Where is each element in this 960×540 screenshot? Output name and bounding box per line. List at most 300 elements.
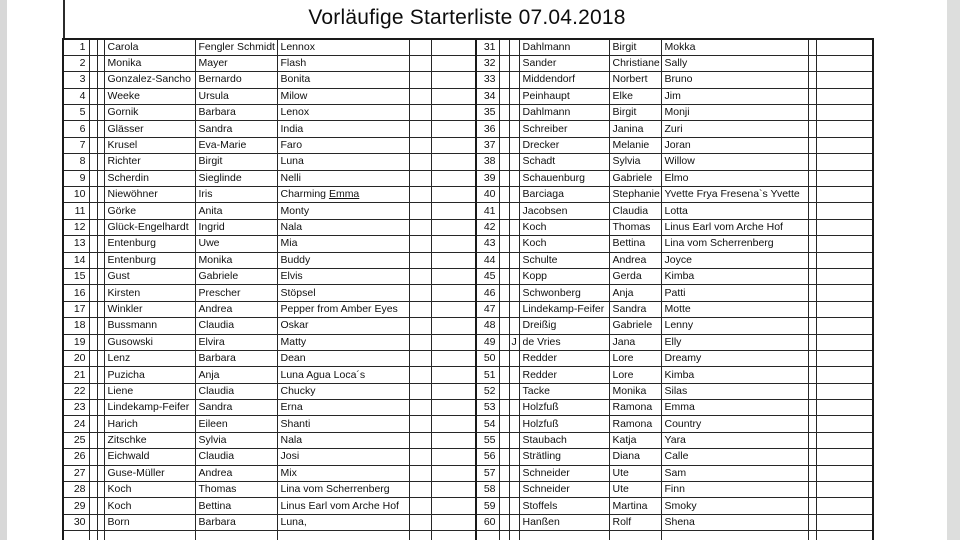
dog-name: Mia [277,236,409,252]
start-number: 37 [476,137,499,153]
first-name: Andrea [609,252,661,268]
last-name [519,531,609,540]
empty-cell [808,72,816,88]
flag-cell [97,334,104,350]
start-number: 11 [63,203,89,219]
empty-cell [808,187,816,203]
dog-name: Lenny [661,318,808,334]
empty-cell [808,236,816,252]
note-cell [499,55,509,71]
table-row [476,154,873,170]
last-name: Holzfuß [519,400,609,416]
note-cell [89,350,97,366]
empty-cell [816,465,873,481]
flag-cell [97,367,104,383]
empty-cell [816,72,873,88]
table-row [63,318,476,334]
start-number: 4 [63,88,89,104]
flag-cell [97,482,104,498]
empty-cell [409,350,431,366]
last-name: Gusowski [104,334,195,350]
table-row [476,449,873,465]
note-cell [89,318,97,334]
dog-name: Mokka [661,39,808,55]
empty-cell [409,252,431,268]
note-cell [499,465,509,481]
starter-list [62,38,874,540]
page-title: Vorläufige Starterliste 07.04.2018 [308,6,626,29]
first-name: Iris [195,187,277,203]
flag-cell [97,88,104,104]
note-cell [499,514,509,530]
table-row [476,55,873,71]
empty-cell [409,498,431,514]
first-name: Eva-Marie [195,137,277,153]
dog-name: Finn [661,482,808,498]
first-name: Norbert [609,72,661,88]
last-name: Carola [104,39,195,55]
start-number: 28 [63,482,89,498]
table-row [476,367,873,383]
table-row [476,432,873,448]
note-cell [89,449,97,465]
start-number: 47 [476,301,499,317]
dog-name: Lennox [277,39,409,55]
last-name: Scherdin [104,170,195,186]
last-name: Koch [104,498,195,514]
start-number: 50 [476,350,499,366]
first-name: Jana [609,334,661,350]
last-name: Lenz [104,350,195,366]
last-name: Stoffels [519,498,609,514]
empty-cell [409,318,431,334]
last-name: de Vries [519,334,609,350]
last-name: Glässer [104,121,195,137]
start-number: 15 [63,268,89,284]
dog-name: Flash [277,55,409,71]
dog-name: Joran [661,137,808,153]
note-cell [89,514,97,530]
table-row [63,187,476,203]
last-name: Schneider [519,465,609,481]
last-name: Dahlmann [519,105,609,121]
flag-cell [509,301,519,317]
empty-cell [816,121,873,137]
table-row [476,236,873,252]
flag-cell [97,39,104,55]
empty-cell [409,187,431,203]
first-name: Claudia [195,383,277,399]
first-name: Ute [609,482,661,498]
dog-name: Sam [661,465,808,481]
starter-table-right [475,38,874,540]
flag-cell [97,154,104,170]
table-row [476,416,873,432]
empty-cell [409,219,431,235]
start-number: 55 [476,432,499,448]
start-number: 21 [63,367,89,383]
empty-cell [816,432,873,448]
empty-cell [431,383,476,399]
note-cell [499,187,509,203]
empty-cell [808,350,816,366]
dog-name [277,531,409,540]
empty-cell [431,268,476,284]
dog-name: Smoky [661,498,808,514]
table-row [63,432,476,448]
note-cell [89,170,97,186]
flag-cell [509,252,519,268]
last-name: Gonzalez-Sancho [104,72,195,88]
empty-cell [808,482,816,498]
first-name: Bettina [195,498,277,514]
empty-cell [816,252,873,268]
flag-cell [509,268,519,284]
empty-cell [409,154,431,170]
empty-cell [816,416,873,432]
first-name: Mayer [195,55,277,71]
empty-cell [431,72,476,88]
note-cell [89,252,97,268]
empty-cell [431,154,476,170]
flag-cell [509,318,519,334]
table-row [476,105,873,121]
starter-table-left [62,38,477,540]
dog-name: Shanti [277,416,409,432]
first-name: Ingrid [195,219,277,235]
empty-cell [808,383,816,399]
dog-name: Silas [661,383,808,399]
first-name: Martina [609,498,661,514]
page-edge-left [0,0,7,540]
start-number: 30 [63,514,89,530]
table-row [63,449,476,465]
note-cell [499,285,509,301]
empty-cell [409,482,431,498]
dog-name: Yara [661,432,808,448]
last-name: Gust [104,268,195,284]
empty-cell [431,39,476,55]
first-name: Thomas [609,219,661,235]
page-edge-right [947,0,960,540]
flag-cell [97,170,104,186]
flag-cell [97,498,104,514]
flag-cell [509,219,519,235]
table-row [63,170,476,186]
last-name: Schneider [519,482,609,498]
flag-cell [509,285,519,301]
first-name: Monika [195,252,277,268]
start-number: 3 [63,72,89,88]
start-number: 20 [63,350,89,366]
empty-cell [431,252,476,268]
empty-cell [816,350,873,366]
table-row [63,301,476,317]
empty-cell [409,203,431,219]
start-number: 24 [63,416,89,432]
first-name: Gabriele [609,170,661,186]
table-row [63,465,476,481]
first-name: Andrea [195,301,277,317]
first-name: Bettina [609,236,661,252]
empty-cell [431,105,476,121]
last-name: Richter [104,154,195,170]
dog-name: Kimba [661,268,808,284]
last-name: Barciaga [519,187,609,203]
dog-name: Monji [661,105,808,121]
flag-cell [509,449,519,465]
empty-cell [816,285,873,301]
flag-cell [509,105,519,121]
first-name: Gabriele [195,268,277,284]
empty-cell [431,350,476,366]
dog-name [661,531,808,540]
flag-cell [97,121,104,137]
table-row [63,236,476,252]
note-cell [89,531,97,540]
empty-cell [816,105,873,121]
flag-cell: J [509,334,519,350]
last-name: Redder [519,350,609,366]
empty-cell [808,318,816,334]
empty-cell [808,334,816,350]
empty-cell [431,55,476,71]
first-name: Ute [609,465,661,481]
note-cell [89,268,97,284]
empty-cell [816,236,873,252]
empty-cell [816,531,873,540]
flag-cell [509,55,519,71]
dog-name: Lenox [277,105,409,121]
empty-cell [808,465,816,481]
empty-cell [808,301,816,317]
dog-name: Country [661,416,808,432]
flag-cell [509,531,519,540]
empty-cell [816,203,873,219]
note-cell [89,203,97,219]
empty-cell [431,318,476,334]
note-cell [499,383,509,399]
dog-name: Motte [661,301,808,317]
dog-name: Zuri [661,121,808,137]
first-name: Christiane [609,55,661,71]
start-number: 26 [63,449,89,465]
last-name: Sander [519,55,609,71]
flag-cell [97,72,104,88]
first-name: Sylvia [609,154,661,170]
dog-name: Dean [277,350,409,366]
empty-cell [409,121,431,137]
empty-cell [808,137,816,153]
last-name: Schwonberg [519,285,609,301]
table-row [63,383,476,399]
flag-cell [509,350,519,366]
dog-name: India [277,121,409,137]
flag-cell [97,350,104,366]
table-row [476,252,873,268]
empty-cell [808,170,816,186]
flag-cell [97,318,104,334]
flag-cell [509,39,519,55]
note-cell [499,154,509,170]
first-name: Diana [609,449,661,465]
first-name: Anja [609,285,661,301]
empty-cell [808,88,816,104]
dog-name: Bonita [277,72,409,88]
dog-name: Nala [277,432,409,448]
last-name [104,531,195,540]
last-name: Liene [104,383,195,399]
start-number: 10 [63,187,89,203]
table-row [476,301,873,317]
empty-cell [431,285,476,301]
start-number: 32 [476,55,499,71]
note-cell [499,301,509,317]
flag-cell [509,432,519,448]
note-cell [89,465,97,481]
table-row [476,170,873,186]
first-name: Eileen [195,416,277,432]
empty-cell [808,105,816,121]
first-name [195,531,277,540]
start-number: 46 [476,285,499,301]
empty-cell [816,170,873,186]
last-name: Koch [104,482,195,498]
last-name: Born [104,514,195,530]
dog-name: Yvette Frya Fresena`s Yvette [661,187,808,203]
empty-cell [431,88,476,104]
first-name: Ramona [609,416,661,432]
empty-cell [816,367,873,383]
first-name: Barbara [195,350,277,366]
table-row [63,252,476,268]
dog-name: Chucky [277,383,409,399]
dog-name: Matty [277,334,409,350]
last-name: Koch [519,236,609,252]
last-name: Strätling [519,449,609,465]
note-cell [89,219,97,235]
empty-cell [409,531,431,540]
note-cell [499,105,509,121]
table-row [63,137,476,153]
table-row [63,334,476,350]
flag-cell [97,285,104,301]
note-cell [89,39,97,55]
table-row [476,72,873,88]
first-name: Sylvia [195,432,277,448]
start-number: 51 [476,367,499,383]
start-number: 29 [63,498,89,514]
note-cell [499,203,509,219]
flag-cell [509,383,519,399]
note-cell [499,268,509,284]
first-name: Uwe [195,236,277,252]
empty-cell [409,88,431,104]
dog-name: Buddy [277,252,409,268]
empty-cell [816,449,873,465]
dog-name: Pepper from Amber Eyes [277,301,409,317]
first-name: Sieglinde [195,170,277,186]
last-name: Koch [519,219,609,235]
start-number: 52 [476,383,499,399]
empty-cell [431,334,476,350]
start-number: 59 [476,498,499,514]
first-name: Elke [609,88,661,104]
dog-name: Monty [277,203,409,219]
empty-cell [409,449,431,465]
dog-name: Nelli [277,170,409,186]
first-name: Gerda [609,268,661,284]
dog-name: Luna, [277,514,409,530]
empty-cell [816,482,873,498]
dog-name: Mix [277,465,409,481]
empty-cell [808,268,816,284]
dog-name: Sally [661,55,808,71]
start-number: 9 [63,170,89,186]
dog-name: Willow [661,154,808,170]
table-row [63,268,476,284]
empty-cell [816,318,873,334]
empty-cell [431,219,476,235]
flag-cell [97,268,104,284]
empty-cell [409,465,431,481]
dog-name: Charming Emma [277,187,409,203]
note-cell [499,219,509,235]
empty-cell [409,301,431,317]
empty-cell [431,482,476,498]
note-cell [499,449,509,465]
start-number: 18 [63,318,89,334]
empty-cell [816,55,873,71]
empty-cell [808,55,816,71]
start-number: 49 [476,334,499,350]
flag-cell [97,400,104,416]
dog-name: Patti [661,285,808,301]
last-name: Niewöhner [104,187,195,203]
empty-cell [816,514,873,530]
start-number: 41 [476,203,499,219]
table-row [476,400,873,416]
empty-cell [431,400,476,416]
note-cell [499,531,509,540]
last-name: Guse-Müller [104,465,195,481]
note-cell [499,252,509,268]
first-name: Lore [609,367,661,383]
empty-cell [808,416,816,432]
dog-name: Lotta [661,203,808,219]
first-name: Birgit [195,154,277,170]
last-name: Bussmann [104,318,195,334]
start-number: 38 [476,154,499,170]
empty-cell [409,39,431,55]
dog-name: Oskar [277,318,409,334]
note-cell [89,383,97,399]
note-cell [89,121,97,137]
table-row [476,482,873,498]
start-number [63,531,89,540]
empty-cell [431,514,476,530]
flag-cell [97,514,104,530]
empty-cell [808,203,816,219]
last-name: Jacobsen [519,203,609,219]
flag-cell [97,55,104,71]
empty-cell [816,219,873,235]
table-row [63,367,476,383]
last-name: Schulte [519,252,609,268]
first-name: Anja [195,367,277,383]
dog-name: Shena [661,514,808,530]
start-number: 35 [476,105,499,121]
